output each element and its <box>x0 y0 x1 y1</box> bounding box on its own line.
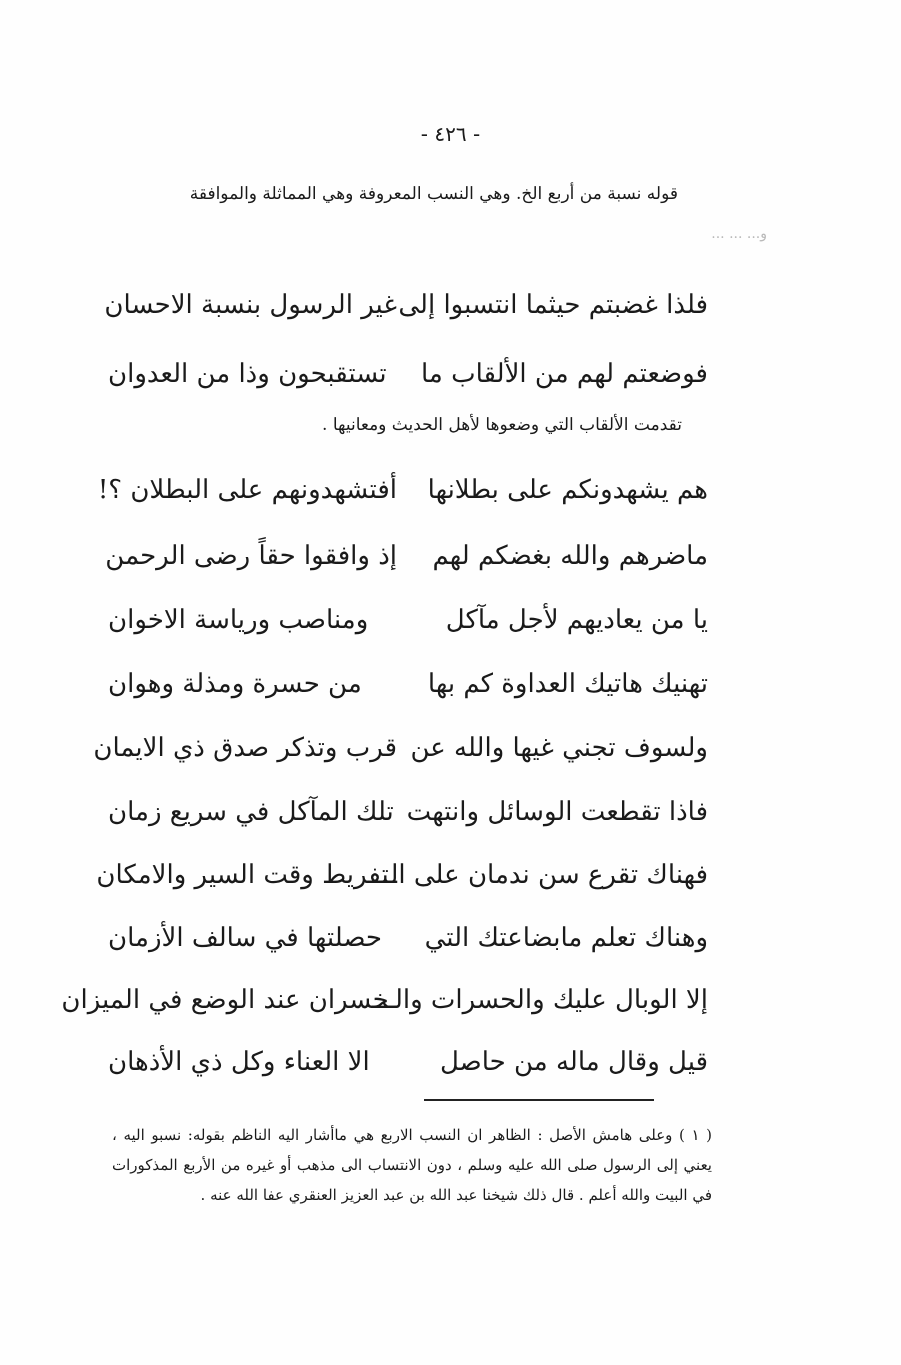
verse-first-hemistich: هم يشهدونكم على بطلانها <box>427 475 708 505</box>
header-note: قوله نسبة من أربع الخ. وهي النسب المعروفة وهي المماثلة والموافقة <box>189 184 678 204</box>
verse-second-hemistich: إذ وافقوا حقاً رضى الرحمن <box>105 541 397 571</box>
verse-5 <box>108 600 708 640</box>
verse-second-hemistich: الا العناء وكل ذي الأذهان <box>108 1047 370 1077</box>
verse-second-hemistich: قرب وتذكر صدق ذي الايمان <box>93 733 397 763</box>
footnote-separator <box>424 1099 654 1101</box>
verse-1 <box>104 285 708 325</box>
verse-first-hemistich: ماضرهم والله بغضكم لهم <box>432 541 708 571</box>
page-number: - ٤٢٦ - <box>420 122 481 146</box>
verse-2 <box>108 354 708 394</box>
inline-note: تقدمت الألقاب التي وضعوها لأهل الحديث ومعانيها . <box>322 415 682 435</box>
verse-11 <box>61 980 708 1020</box>
verse-second-hemistich: ـتفريط وقت السير والامكان <box>96 860 397 890</box>
verse-8 <box>108 792 708 832</box>
verse-second-hemistich: أفتشهدونهم على البطلان ؟! <box>97 475 397 505</box>
verse-first-hemistich: فاذا تقطعت الوسائل وانتهت <box>406 797 708 827</box>
verse-second-hemistich: حصلتها في سالف الأزمان <box>108 923 382 953</box>
verse-9 <box>96 855 708 895</box>
verse-10 <box>108 918 708 958</box>
verse-7 <box>93 728 708 768</box>
verse-second-hemistich: ـخسران عند الوضع في الميزان <box>61 985 397 1015</box>
verse-first-hemistich: فوضعتم لهم من الألقاب ما <box>421 359 708 389</box>
verse-first-hemistich: وهناك تعلم مابضاعتك التي <box>424 923 708 953</box>
verse-first-hemistich: تهنيك هاتيك العداوة كم بها <box>427 669 708 699</box>
header-note-faded: و... ... ... <box>711 226 767 242</box>
verse-second-hemistich: تستقبحون وذا من العدوان <box>108 359 387 389</box>
verse-first-hemistich: قيل وقال ماله من حاصل <box>439 1047 708 1077</box>
verse-second-hemistich: من حسرة ومذلة وهوان <box>108 669 362 699</box>
verse-6 <box>108 664 708 704</box>
verse-second-hemistich: غير الرسول بنسبة الاحسان <box>104 290 397 320</box>
verse-12 <box>108 1042 708 1082</box>
verse-3 <box>97 470 708 510</box>
verse-4 <box>105 536 708 576</box>
verse-second-hemistich: تلك المآكل في سريع زمان <box>108 797 394 827</box>
verse-second-hemistich: ومناصب ورياسة الاخوان <box>108 605 369 635</box>
verse-first-hemistich: ولسوف تجني غيها والله عن <box>410 733 708 763</box>
verse-first-hemistich: فلذا غضبتم حيثما انتسبوا إلى <box>398 290 708 320</box>
verse-first-hemistich: فهناك تقرع سن ندمان على الـــ <box>367 860 708 890</box>
footnote: ( ١ ) وعلى هامش الأصل : الظاهر ان النسب الاربع هي ماأشار اليه الناظم بقوله: نسبو اليه ، يعني إلى الرسول صلى الله عليه وسلم ، دون الانتساب الى مذهب أو غيره من الأربع المذكورات في البيت والله أعلم . قال ذلك شيخنا عبد الله بن عبد العزيز العنقري عفا الله عنه . <box>112 1126 712 1204</box>
verse-first-hemistich: إلا الوبال عليك والحسرات والـــ <box>372 985 708 1015</box>
verse-first-hemistich: يا من يعاديهم لأجل مآكل <box>445 605 708 635</box>
